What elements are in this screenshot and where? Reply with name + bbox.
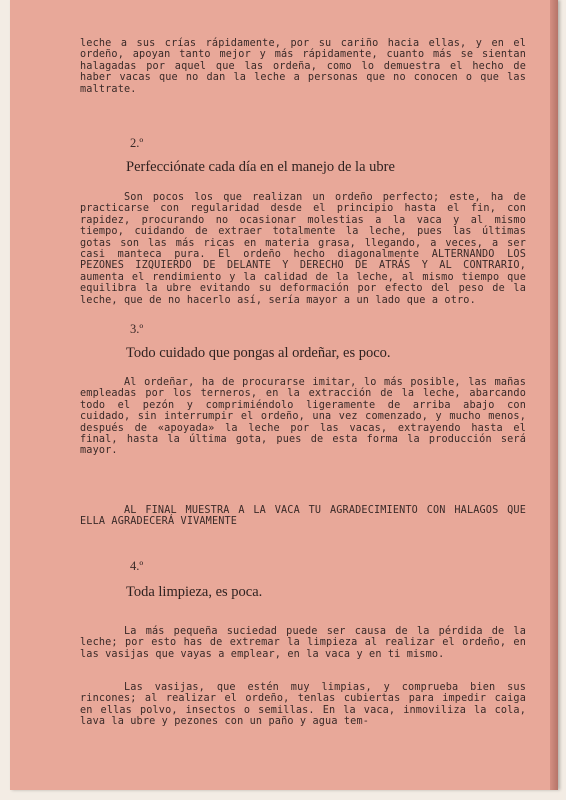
section-3-emphasis: AL FINAL MUESTRA A LA VACA TU AGRADECIMIENTO CON HALAGOS QUE ELLA AGRADECERÁ VIVAMENTE — [80, 505, 526, 528]
intro-paragraph: leche a sus crías rápidamente, por su cariño hacia ellas, y en el ordeño, apoyan tanto mejor y más rápidamente, cuanto más se sientan halagadas por aquel que las ordeña, como lo demuestra el hecho de haber vacas que no dan la leche a personas que no conocen o que las maltrate. — [80, 38, 526, 95]
section-3-title: Todo cuidado que pongas al ordeñar, es poco. — [126, 345, 391, 361]
section-4-paragraph-1: La más pequeña suciedad puede ser causa de la pérdida de la leche; por esto has de extremar la limpieza al realizar el ordeño, en las vasijas que vayas a emplear, en la vaca y en ti mismo. — [80, 626, 526, 660]
section-4-number: 4.º — [130, 559, 144, 573]
section-4-title: Toda limpieza, es poca. — [126, 584, 263, 600]
section-4-paragraph-2: Las vasijas, que estén muy limpias, y comprueba bien sus rincones; al realizar el ordeño, tenlas cubiertas para impedir caiga en ellas polvo, insectos o semillas. En la vaca, inmoviliza la cola, lava la ubre y pezones con un paño y agua tem- — [80, 682, 526, 728]
section-3-number: 3.º — [130, 322, 144, 336]
section-3-paragraph: Al ordeñar, ha de procurarse imitar, lo más posible, las mañas empleadas por los terneros, en la extracción de la leche, abarcando todo el pezón y comprimiéndolo ligeramente de arriba abajo con cuidado, sin interrumpir el ordeño, una vez comenzado, y mucho menos, después de «apoyada» la leche por las vacas, extrayendo hasta el final, hasta la última gota, pues de esta forma la producción será mayor. — [80, 377, 526, 457]
page-edge-shadow — [550, 0, 558, 790]
section-2-title: Perfecciónate cada día en el manejo de la ubre — [126, 159, 395, 175]
section-2-paragraph: Son pocos los que realizan un ordeño perfecto; este, ha de practicarse con regularidad desde el principio hasta el fin, con rapidez, procurando no ocasionar molestias a la vaca y al mismo tiempo, cuidando de extraer totalmente la leche, pues las últimas gotas son las más ricas en materia grasa, llegando, a veces, a ser casi manteca pura. El ordeño hecho diagonalmente ALTERNANDO LOS PEZONES IZQUIERDO DE DELANTE Y DERECHO DE ATRÁS Y AL CONTRARIO, aumenta el rendimiento y la calidad de la leche, al mismo tiempo que equilibra la ubre evitando su deformación por efecto del peso de la leche, que de no hacerlo así, sería mayor a un lado que a otro. — [80, 192, 526, 306]
document-page — [10, 0, 558, 790]
section-2-number: 2.º — [130, 136, 144, 150]
